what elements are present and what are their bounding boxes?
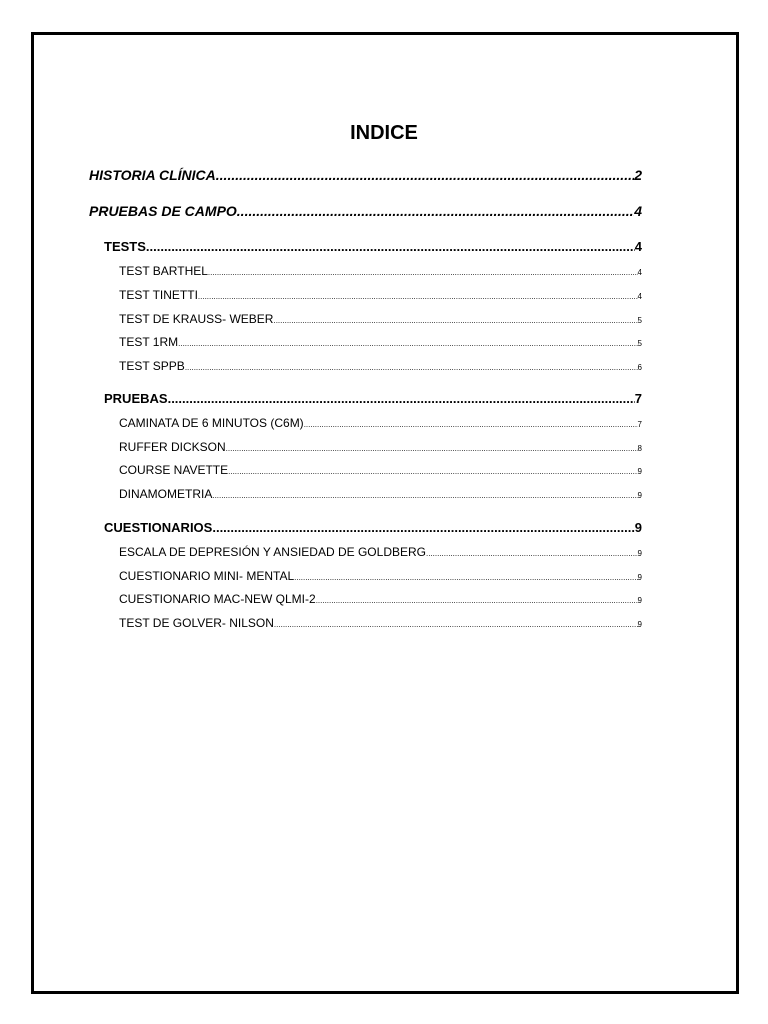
- toc-entry-mini-mental[interactable]: [119, 569, 642, 583]
- toc-entry-test-sppb[interactable]: [119, 359, 642, 373]
- toc-entry-label: TEST SPPB: [119, 359, 185, 373]
- toc-entry-golver-nilson[interactable]: [119, 616, 642, 630]
- toc-entry-test-1rm[interactable]: [119, 335, 642, 349]
- toc-page-number: 9: [637, 573, 642, 582]
- toc-leader-dots: [228, 467, 637, 476]
- toc-leader-dots: [198, 292, 638, 301]
- toc-page-number: 5: [637, 339, 642, 348]
- toc-page-number: 9: [637, 491, 642, 500]
- toc-entry-cuestionarios[interactable]: [104, 520, 642, 535]
- toc-entry-label: ESCALA DE DEPRESIÓN Y ANSIEDAD DE GOLDBERG: [119, 545, 426, 559]
- toc-entry-historia-clinica[interactable]: [89, 167, 642, 183]
- toc-page-number: 2: [634, 167, 642, 183]
- toc-leader-dots: [208, 268, 638, 277]
- toc-entry-label: DINAMOMETRIA: [119, 487, 213, 501]
- toc-leader-dots: [212, 520, 634, 535]
- toc-page-number: 5: [637, 316, 642, 325]
- toc-leader-dots: [273, 316, 637, 325]
- toc-page-number: 4: [637, 268, 642, 277]
- toc-entry-test-barthel[interactable]: [119, 264, 642, 278]
- page-title: INDICE: [350, 122, 418, 144]
- toc-entry-test-tinetti[interactable]: [119, 288, 642, 302]
- toc-entry-label: RUFFER DICKSON: [119, 440, 226, 454]
- toc-page-number: 4: [634, 239, 642, 254]
- toc-leader-dots: [212, 491, 637, 500]
- toc-entry-ruffer-dickson[interactable]: [119, 440, 642, 454]
- toc-leader-dots: [316, 596, 638, 605]
- toc-entry-label: CUESTIONARIO MINI- MENTAL: [119, 569, 295, 583]
- toc-leader-dots: [185, 363, 638, 372]
- toc-entry-tests[interactable]: [104, 239, 642, 254]
- toc-entry-label: TEST BARTHEL: [119, 264, 208, 278]
- toc-leader-dots: [146, 239, 635, 254]
- toc-entry-caminata-6-minutos[interactable]: [119, 416, 642, 430]
- toc-page-number: 9: [637, 596, 642, 605]
- toc-entry-label: TEST TINETTI: [119, 288, 198, 302]
- toc-entry-label: TEST DE GOLVER- NILSON: [119, 616, 274, 630]
- toc-leader-dots: [274, 620, 638, 629]
- toc-entry-escala-goldberg[interactable]: [119, 545, 642, 559]
- toc-entry-course-navette[interactable]: [119, 463, 642, 477]
- toc-page-number: 9: [637, 467, 642, 476]
- toc-entry-label: CUESTIONARIO MAC-NEW QLMI-2: [119, 592, 316, 606]
- toc-entry-label: CUESTIONARIOS: [104, 520, 213, 535]
- toc-leader-dots: [168, 391, 635, 406]
- toc-leader-dots: [304, 420, 638, 429]
- toc-page-number: 9: [634, 520, 642, 535]
- toc-page-number: 4: [637, 292, 642, 301]
- toc-entry-label: PRUEBAS DE CAMPO: [89, 203, 237, 219]
- toc-page-number: 7: [634, 391, 642, 406]
- toc-entry-label: COURSE NAVETTE: [119, 463, 229, 477]
- toc-entry-dinamometria[interactable]: [119, 487, 642, 501]
- toc-leader-dots: [216, 167, 634, 183]
- toc-entry-pruebas-de-campo[interactable]: [89, 203, 642, 219]
- toc-entry-pruebas[interactable]: [104, 391, 642, 406]
- toc-entry-test-krauss-weber[interactable]: [119, 312, 642, 326]
- toc-page-number: 4: [634, 203, 642, 219]
- toc-page-number: 9: [637, 549, 642, 558]
- toc-entry-label: TEST 1RM: [119, 335, 179, 349]
- toc-leader-dots: [426, 549, 638, 558]
- toc-leader-dots: [178, 339, 637, 348]
- toc-page-number: 7: [637, 420, 642, 429]
- toc-entry-label: TEST DE KRAUSS- WEBER: [119, 312, 274, 326]
- toc-entry-mac-new-qlmi-2[interactable]: [119, 592, 642, 606]
- toc-page-number: 8: [637, 444, 642, 453]
- toc-entry-label: TESTS: [104, 239, 146, 254]
- toc-leader-dots: [226, 444, 638, 453]
- toc-page-number: 6: [637, 363, 642, 372]
- toc-leader-dots: [294, 573, 637, 582]
- toc-page-number: 9: [637, 620, 642, 629]
- toc-entry-label: CAMINATA DE 6 MINUTOS (C6M): [119, 416, 304, 430]
- toc-entry-label: HISTORIA CLÍNICA: [89, 167, 216, 183]
- toc-entry-label: PRUEBAS: [104, 391, 168, 406]
- toc-leader-dots: [237, 203, 634, 219]
